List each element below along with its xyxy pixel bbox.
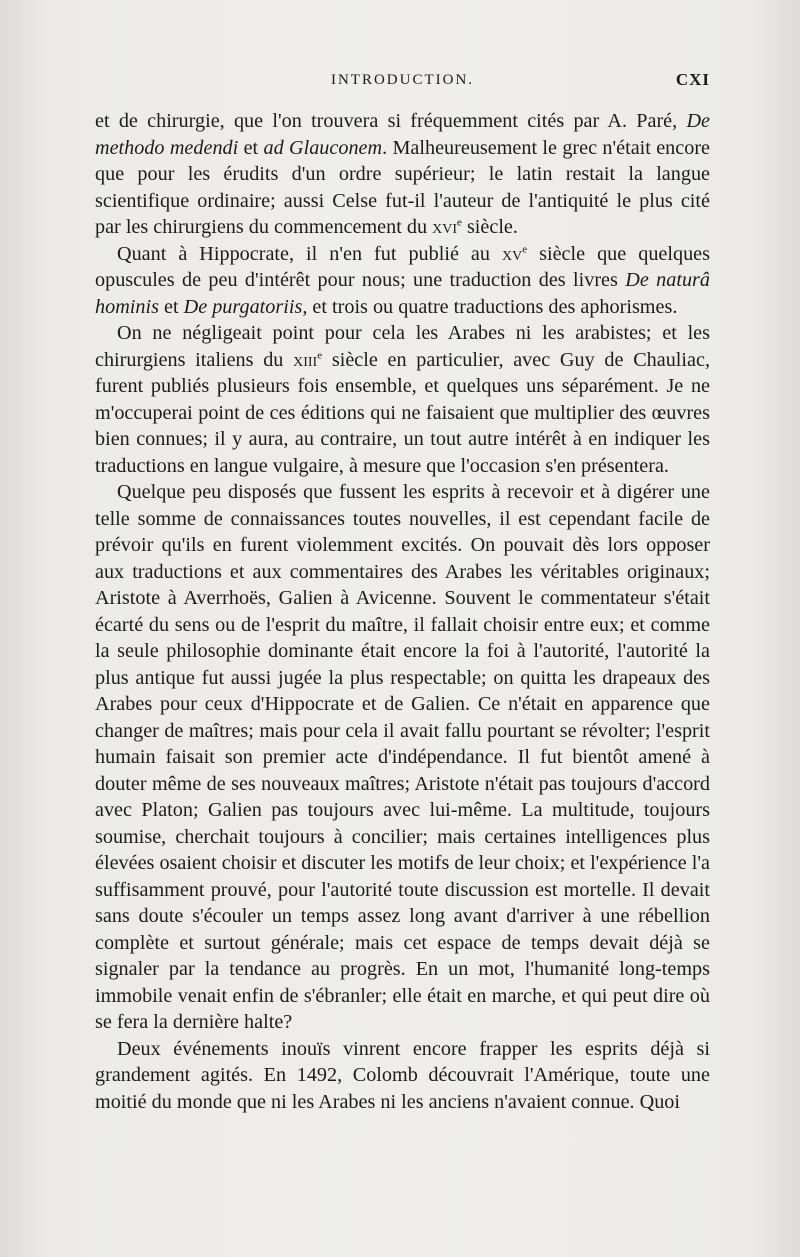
paragraph-p5: [95, 1036, 710, 1116]
text-segment: xiii: [293, 348, 318, 371]
page-number: CXI: [675, 70, 710, 89]
text-segment: et: [158, 295, 184, 318]
text-segment: siècle en particulier, avec Guy de Chauliac, furent publiés plusieurs fois ensemble, et quelques uns séparément. Je ne m'occuperai point de ces éditions qui ne faisaient que multiplier des œuvres bien connues; il y aura, au contraire, un tout autre intérêt à en indiquer les traductions en langue vulgaire, à mesure que l'occasion s'en présentera.: [95, 348, 710, 477]
text-segment: siècle que quelques opuscules de peu d'intérêt pour nous; une traduction des livres: [95, 242, 710, 291]
text-segment: et de chirurgie, que l'on trouvera si fréquemment cités par A. Paré,: [95, 110, 687, 132]
paragraph-p1: [95, 108, 710, 241]
text-segment: De purgatoriis: [183, 295, 303, 318]
text-segment: Quelque peu disposés que fussent les esprits à recevoir et à digérer une telle somme de connaissances toutes nouvelles, il est cependant facile de prévoir qu'ils en furent violemment excités. On pouvait dès lors opposer aux traductions et aux commentaires des Arabes les véritables originaux; Aristote à Averrhoës, Galien à Avicenne. Souvent le commentateur s'était écarté du sens ou de l'esprit du maître, il fallait choisir entre eux; et comme la seule philosophie dominante était encore la foi à l'autorité, l'autorité la plus antique fut aussi jugée la plus respectable; on quitta les drapeaux des Arabes pour ceux d'Hippocrate et de Galien. Ce n'était en apparence que changer de maîtres; mais pour cela il avait fallu pourtant se révolter; l'esprit humain faisait son premier acte d'indépendance. Il fut bientôt amené à douter même de ses nouveaux maîtres; Aristote n'était pas toujours d'accord avec Platon; Galien pas toujours avec lui-même. La multitude, toujours soumise, cherchait toujours à concilier; mais certaines intelligences plus élevées osaient choisir et discuter les motifs de leur choix; et l'expérience l'a suffisamment prouvé, pour l'autorité toute discussion est mortelle. Il devait sans doute s'écouler un temps assez long avant d'arriver à une rébellion complète et surtout générale; mais cet espace de temps devait déjà se signaler par la tendance au progrès. En un mot, l'humanité long-temps immobile venait enfin de s'ébranler; elle était en marche, et qui peut dire où se fera la dernière halte?: [95, 481, 710, 1033]
text-segment: siècle.: [461, 216, 518, 238]
text-segment: xv: [502, 242, 523, 265]
paragraph-p4: [95, 479, 710, 1036]
text-segment: De naturâ hominis: [95, 269, 710, 318]
text-segment: Quant à Hippocrate, il n'en fut publié au: [117, 242, 502, 265]
text-segment: De methodo medendi: [95, 110, 710, 159]
text-segment: e: [317, 348, 323, 361]
text-segment: et: [238, 136, 264, 159]
running-title: INTRODUCTION.: [330, 72, 475, 88]
paragraph-p2: [95, 241, 710, 321]
text-segment: e: [457, 216, 462, 229]
text-segment: e: [522, 242, 528, 255]
text-segment: xvi: [432, 216, 457, 238]
text-segment: , et trois ou quatre traductions des aphorismes.: [302, 295, 678, 318]
text-segment: ad Glauconem: [263, 136, 383, 159]
text-segment: Deux événements inouïs vinrent encore frapper les esprits déjà si grandement agités. En 1492, Colomb découvrait l'Amérique, toute une moitié du monde que ni les Arabes ni les anciens n'avaient connue. Quoi: [95, 1037, 710, 1113]
paragraph-p3: [95, 320, 710, 479]
page-header: [95, 72, 710, 102]
text-segment: On ne négligeait point pour cela les Arabes ni les arabistes; et les chirurgiens italiens du: [95, 322, 710, 371]
text-segment: . Malheureusement le grec n'était encore que pour les érudits d'un ordre supérieur; le latin restait la langue scientifique ordinaire; aussi Celse fut-il l'auteur de l'antiquité le plus cité par les chirurgiens du commencement du: [95, 136, 711, 238]
body-text: [95, 108, 710, 1115]
